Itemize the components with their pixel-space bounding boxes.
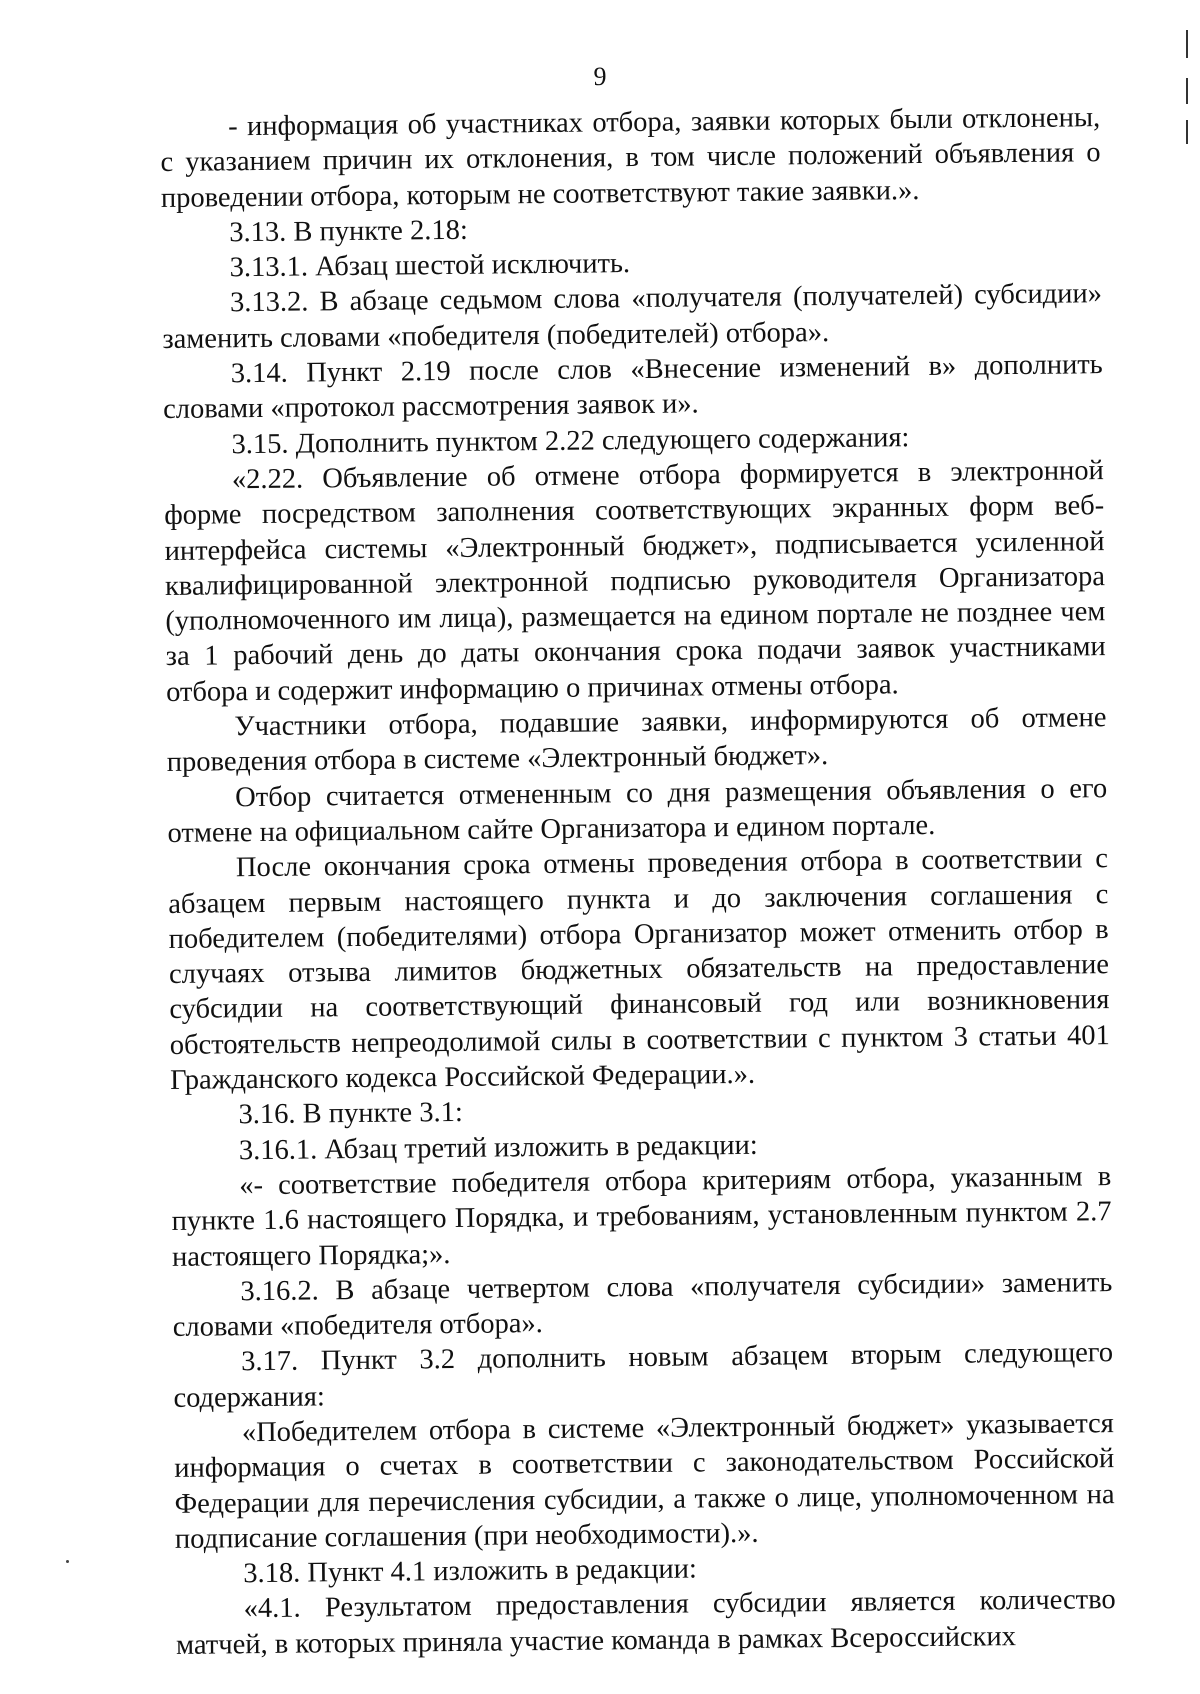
paragraph: «- соответствие победителя отбора критериям отбора, указанным в пункте 1.6 настоящего Порядка, и требованиям, установленным пунктом 2.7 настоящего Порядка;».	[171, 1161, 1112, 1273]
paragraph: 3.16. В пункте 3.1:	[238, 1097, 463, 1131]
paragraph: 3.16.2. В абзаце четвертом слова «получателя субсидии» заменить словами «победителя отбора».	[172, 1266, 1113, 1344]
paragraph: 3.13.1. Абзац шестой исключить.	[229, 248, 631, 284]
page-number: 9	[593, 62, 607, 91]
scan-margin-line	[1186, 120, 1188, 144]
scan-speck	[66, 1560, 69, 1563]
paragraph: Участники отбора, подавшие заявки, информируются об отмене проведения отбора в системе «Электронный бюджет».	[166, 702, 1107, 779]
paragraph: «Победителем отбора в системе «Электронный бюджет» указывается информация о счетах в соответствии с законодательством Российской Федерации для перечисления субсидии, а также о лице, уполномоченном на подписание соглашения (при необходимости).».	[174, 1408, 1115, 1555]
paragraph: Отбор считается отмененным со дня размещения объявления о его отмене на официальном сайте Организатора и едином портале.	[167, 772, 1108, 849]
paragraph: 3.17. Пункт 3.2 дополнить новым абзацем вторым следующего содержания:	[173, 1337, 1114, 1414]
paragraph: «4.1. Результатом предоставления субсидии является количество матчей, в которых приняла участие команда в рамках Всероссийских	[175, 1584, 1116, 1661]
paragraph: После окончания срока отмены проведения отбора в соответствии с абзацем первым настоящего пункта и до заключения соглашения с победителем (победителями) отбора Организатор может отменить отбор в случаях отзыва лимитов бюджетных обязательств на предоставление субсидии на соответствующий финансовый год или возникновения обстоятельств непреодолимой силы в соответствии с пунктом 3 статьи 401 Гражданского кодекса Российской Федерации.».	[168, 843, 1110, 1096]
paragraph: 3.15. Дополнить пунктом 2.22 следующего содержания:	[231, 421, 910, 460]
paragraph: «2.22. Объявление об отмене отбора формируется в электронной форме посредством заполнения соответствующих экранных форм веб-интерфейса системы «Электронный бюджет», подписывается усиленной квалифицированной электронной подписью руководителя Организатора (уполномоченного им лица), размещается на едином портале не позднее чем за 1 рабочий день до даты окончания срока подачи заявок участниками отбора и содержит информацию о причинах отмены отбора.	[164, 455, 1106, 708]
paragraph: 3.13. В пункте 2.18:	[229, 214, 468, 249]
scan-margin-line	[1186, 78, 1188, 104]
paragraph: 3.16.1. Абзац третий изложить в редакции:	[238, 1129, 758, 1166]
scan-margin-line	[1186, 30, 1188, 58]
paragraph: 3.18. Пункт 4.1 изложить в редакции:	[243, 1553, 698, 1590]
paragraph: - информация об участниках отбора, заявки которых были отклонены, с указанием причин их отклонения, в том числе положений объявления о проведении отбора, которым не соответствуют такие заявки.».	[160, 102, 1101, 214]
document-body	[160, 100, 1116, 1663]
paragraph: 3.14. Пункт 2.19 после слов «Внесение изменений в» дополнить словами «протокол рассмотрения заявок и».	[162, 349, 1103, 426]
paragraph: 3.13.2. В абзаце седьмом слова «получателя (получателей) субсидии» заменить словами «победителя (победителей) отбора».	[162, 278, 1103, 355]
